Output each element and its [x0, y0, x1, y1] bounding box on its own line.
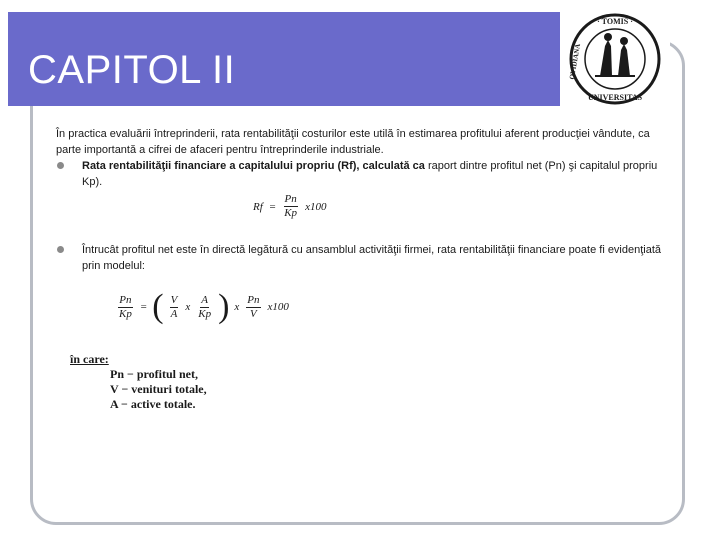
- legend-heading: în care:: [70, 352, 109, 366]
- bullet-1-text: [82, 158, 666, 190]
- formula-multiplier: x100: [305, 200, 327, 213]
- legend-items: [110, 367, 207, 412]
- right-paren: ): [218, 288, 230, 325]
- bullet-item-2: [56, 242, 666, 274]
- formula-times: x: [234, 301, 240, 313]
- fraction-pn-kp: [283, 193, 298, 220]
- svg-text:OVIDIANA: OVIDIANA: [567, 43, 583, 81]
- legend-item: Pn − profitul net,: [110, 367, 198, 381]
- fraction-denominator: Kp: [198, 307, 212, 320]
- fraction-v-a: [170, 294, 179, 321]
- fraction-numerator: Pn: [247, 293, 260, 306]
- svg-text:UNIVERSITAS: UNIVERSITAS: [587, 93, 643, 102]
- fraction-denominator: Kp: [119, 307, 132, 320]
- legend-item: V − venituri totale,: [110, 382, 207, 396]
- svg-text:· TOMIS ·: · TOMIS ·: [597, 17, 633, 26]
- bullet-1-bold: Rata rentabilităţii financiare a capitalului propriu (Rf), calculată ca: [82, 160, 425, 172]
- formula-rf: [252, 193, 327, 220]
- fraction-pn-kp: [118, 294, 133, 321]
- bullet-1-rest: raport dintre profitul net (Pn) şi capitalul propriu Kp).: [82, 160, 658, 188]
- slide-body: [56, 126, 666, 274]
- bullet-dot-icon: [56, 242, 82, 258]
- legend-item: A − active totale.: [110, 397, 196, 411]
- formula-model: [116, 290, 290, 324]
- fraction-denominator: A: [170, 307, 178, 320]
- fraction-numerator: V: [170, 293, 178, 306]
- bullet-dot-icon: [56, 158, 82, 174]
- bullet-2-text: Întrucât profitul net este în directă legătură cu ansamblul activităţii firmei, rata rentabilităţii financiare poate fi evidenţiată prin modelul:: [82, 244, 662, 272]
- university-seal-icon: [560, 10, 670, 108]
- left-paren: (: [152, 288, 164, 325]
- intro-paragraph: În practica evaluării întreprinderii, rata rentabilităţii costurilor este utilă în estimarea profitului aferent producţiei vândute, ca parte importantă a cifrei de afaceri pentru întreprinderile industriale.: [56, 128, 650, 156]
- fraction-denominator: V: [250, 307, 257, 320]
- bullet-item-1: [56, 158, 666, 190]
- formula-equals: =: [268, 200, 277, 213]
- fraction-pn-v: [246, 294, 260, 321]
- formula-times: x: [185, 301, 191, 313]
- fraction-denominator: Kp: [284, 207, 298, 219]
- formula-lhs: Rf: [253, 200, 263, 213]
- fraction-numerator: Pn: [284, 193, 297, 205]
- fraction-numerator: Pn: [119, 293, 132, 306]
- slide-frame: [30, 40, 685, 525]
- slide-title: CAPITOL II: [28, 48, 236, 92]
- formula-equals: =: [139, 301, 148, 313]
- formula-multiplier: x100: [267, 301, 289, 313]
- formula-legend: [70, 352, 207, 412]
- fraction-a-kp: [197, 294, 212, 321]
- fraction-numerator: A: [201, 293, 209, 306]
